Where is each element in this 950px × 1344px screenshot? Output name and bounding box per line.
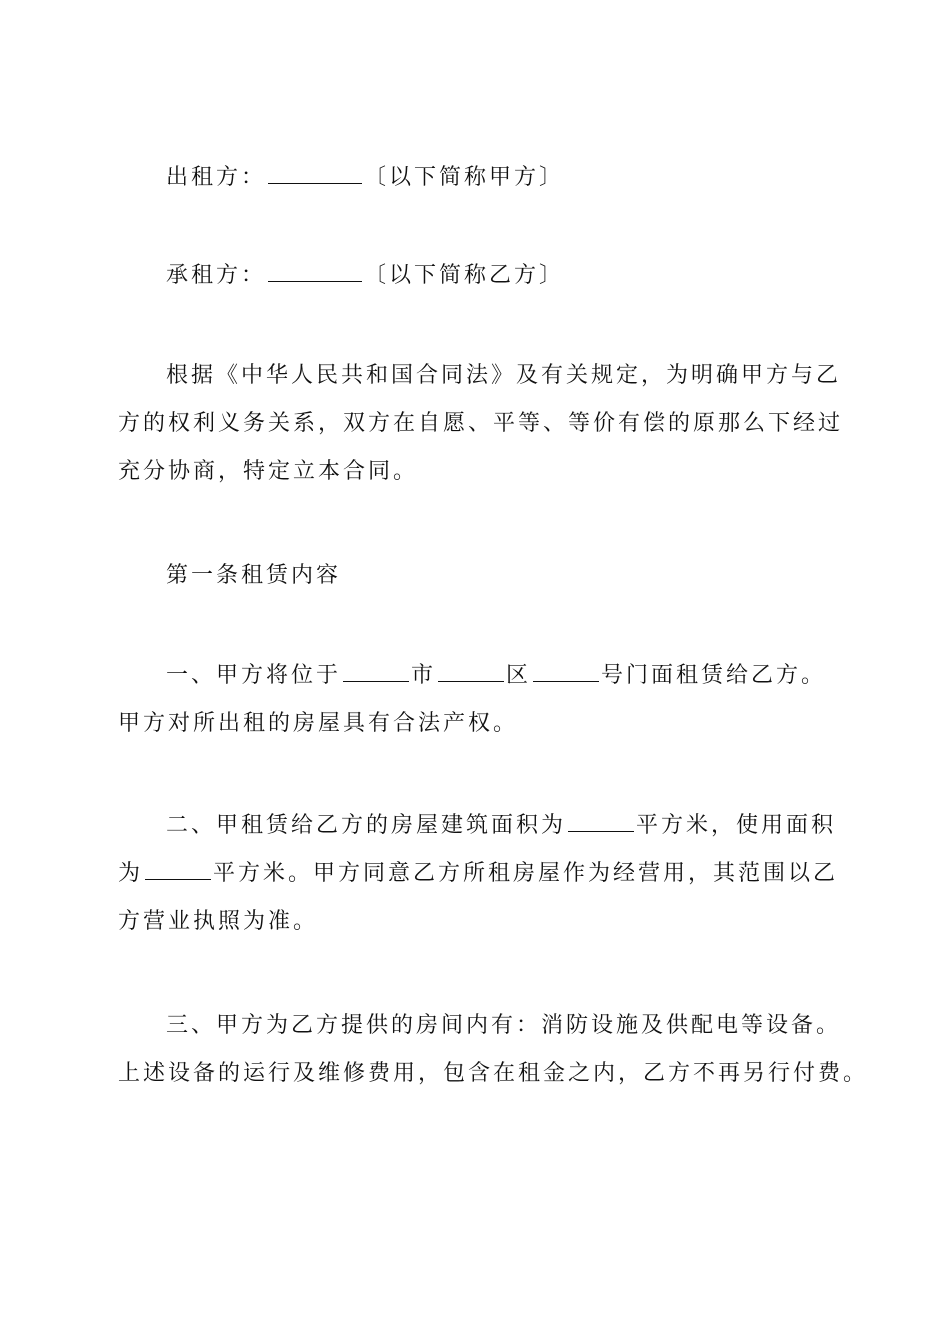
clause-3-line-2: 上述设备的运行及维修费用，包含在租金之内，乙方不再另行付费。	[118, 1061, 869, 1086]
lessee-suffix: 〔以下简称乙方〕	[364, 263, 565, 288]
lessor-suffix: 〔以下简称甲方〕	[364, 165, 565, 190]
city-blank	[343, 663, 409, 682]
preamble-paragraph	[118, 352, 844, 496]
lessee-line	[118, 252, 838, 300]
clause-1-text-3: 区	[506, 663, 532, 688]
clause-3-paragraph	[118, 1002, 869, 1098]
clause-1-paragraph	[118, 652, 838, 748]
clause-1-line-2: 甲方对所出租的房屋具有合法产权。	[118, 711, 519, 736]
clause-2-text-2: 平方米，使用面积	[636, 813, 837, 838]
district-blank	[438, 663, 504, 682]
preamble-line-1: 根据《中华人民共和国合同法》及有关规定，为明确甲方与乙	[166, 363, 842, 388]
article-1-heading-text: 第一条租赁内容	[166, 563, 342, 588]
clause-2-text-1: 二、甲租赁给乙方的房屋建筑面积为	[166, 813, 567, 838]
clause-1-text-4: 号门面租赁给乙方。	[601, 663, 827, 688]
clause-2-text-4: 平方米。甲方同意乙方所租房屋作为经营用，其范围以乙	[213, 861, 839, 886]
number-blank	[533, 663, 599, 682]
clause-2-paragraph	[118, 802, 838, 946]
preamble-line-2: 方的权利义务关系，双方在自愿、平等、等价有偿的原那么下经过	[118, 411, 844, 436]
clause-1-text-2: 市	[411, 663, 437, 688]
clause-3-line-1: 三、甲方为乙方提供的房间内有：消防设施及供配电等设备。	[166, 1013, 842, 1038]
usable-area-blank	[145, 861, 211, 880]
clause-2-line-3: 方营业执照为准。	[118, 909, 319, 934]
building-area-blank	[568, 813, 634, 832]
lessee-label: 承租方：	[166, 263, 267, 288]
clause-1-text-1: 一、甲方将位于	[166, 663, 342, 688]
preamble-line-3: 充分协商，特定立本合同。	[118, 459, 419, 484]
lessor-label: 出租方：	[166, 165, 267, 190]
lessor-name-blank	[268, 165, 362, 184]
article-1-heading	[118, 552, 838, 600]
clause-2-text-3: 为	[118, 861, 144, 886]
lessee-name-blank	[268, 263, 362, 282]
lessor-line	[118, 154, 838, 202]
